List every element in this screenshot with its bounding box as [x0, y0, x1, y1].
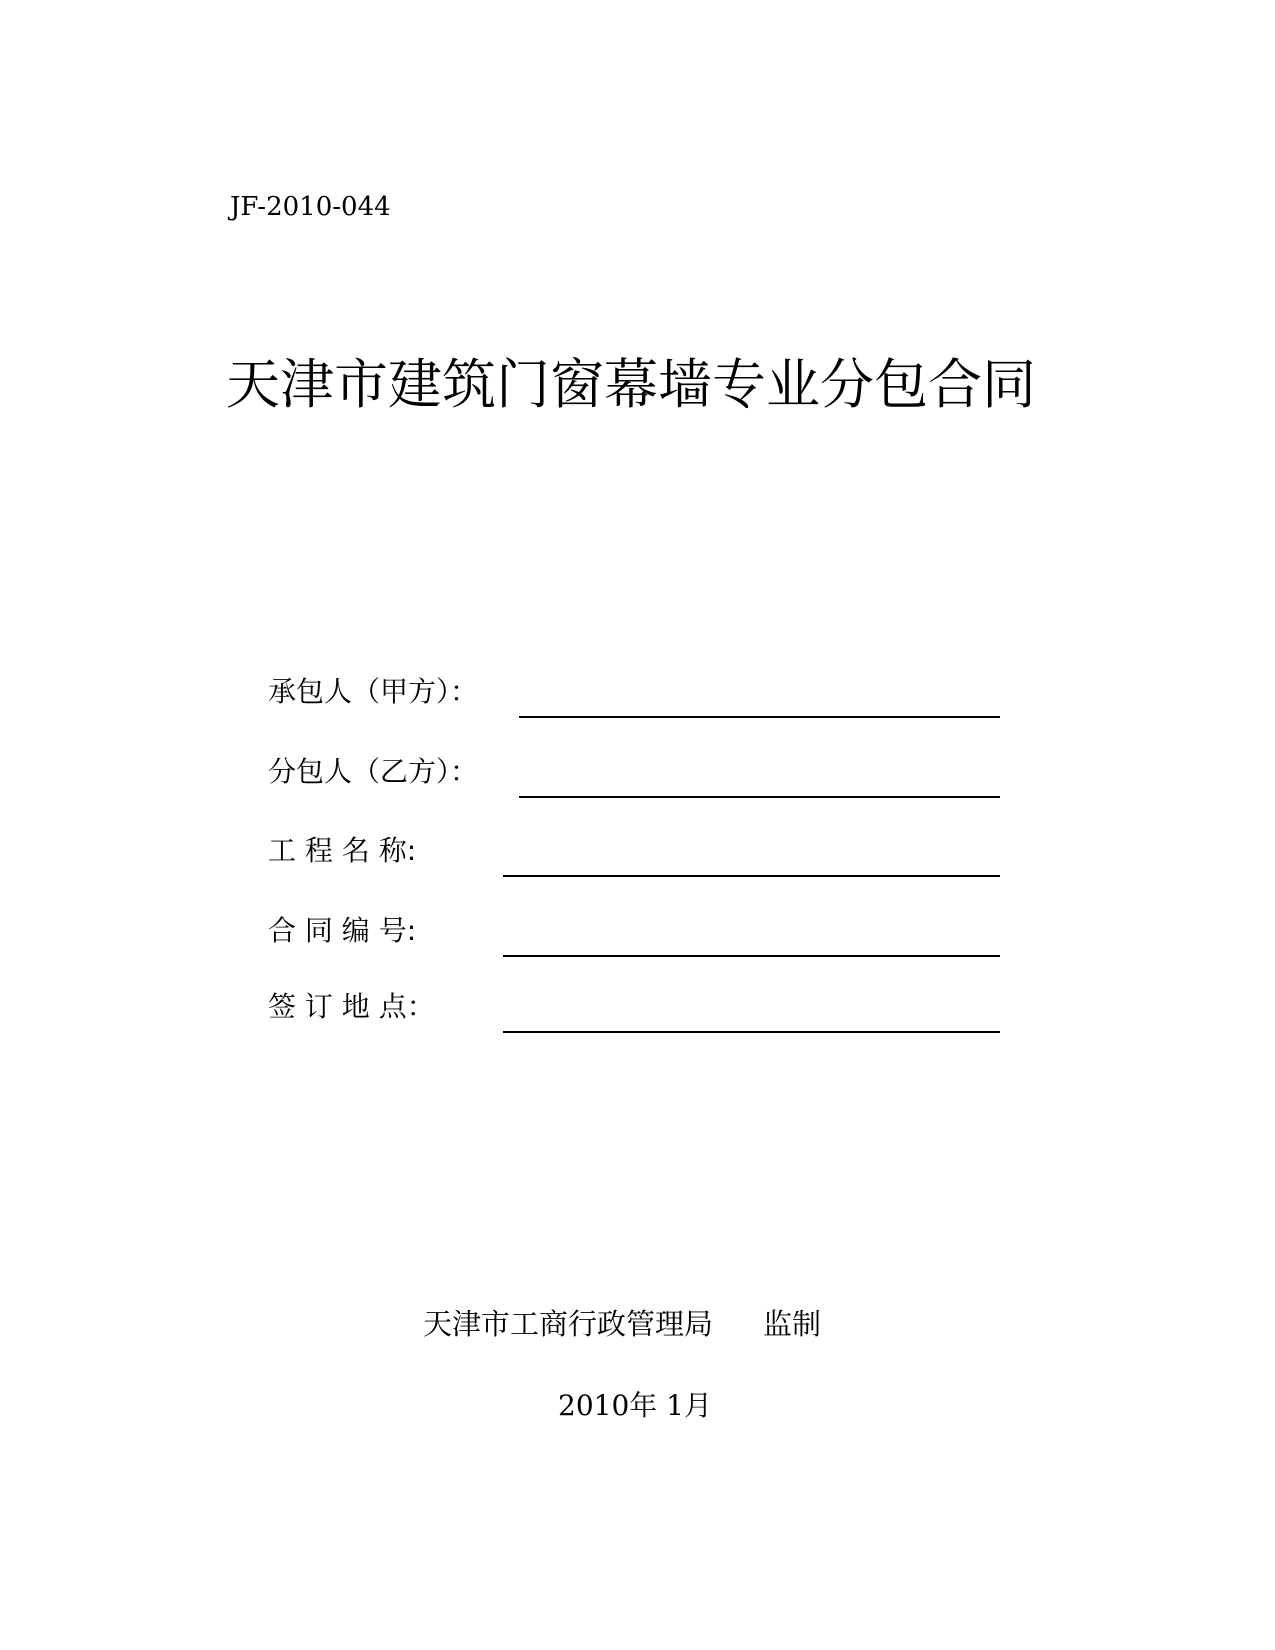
contract-number-label: 合 同 编 号:	[268, 914, 417, 947]
issuer-line	[423, 1306, 821, 1342]
contractor-blank-line[interactable]	[519, 716, 1000, 718]
document-title: 天津市建筑门窗幕墙专业分包合同	[226, 353, 1036, 416]
contractor-label: 承包人（甲方）：	[268, 675, 479, 708]
issue-date: 2010年 1月	[558, 1389, 712, 1422]
contract-number-field	[268, 913, 1008, 957]
project-name-blank-line[interactable]	[503, 875, 1000, 877]
contractor-field	[268, 674, 1008, 718]
signing-place-blank-line[interactable]	[503, 1031, 1000, 1033]
document-code: JF-2010-044	[230, 192, 391, 222]
project-name-label: 工 程 名 称:	[268, 834, 417, 867]
signing-place-label: 签 订 地 点：	[268, 990, 435, 1023]
subcontractor-blank-line[interactable]	[519, 796, 1000, 798]
issuer-name: 天津市工商行政管理局	[423, 1307, 714, 1341]
issuer-role: 监制	[763, 1307, 822, 1341]
subcontractor-field	[268, 754, 1008, 798]
project-name-field	[268, 833, 1008, 877]
contract-number-blank-line[interactable]	[503, 955, 1000, 957]
subcontractor-label: 分包人（乙方）：	[268, 755, 479, 788]
signing-place-field	[268, 989, 1008, 1033]
